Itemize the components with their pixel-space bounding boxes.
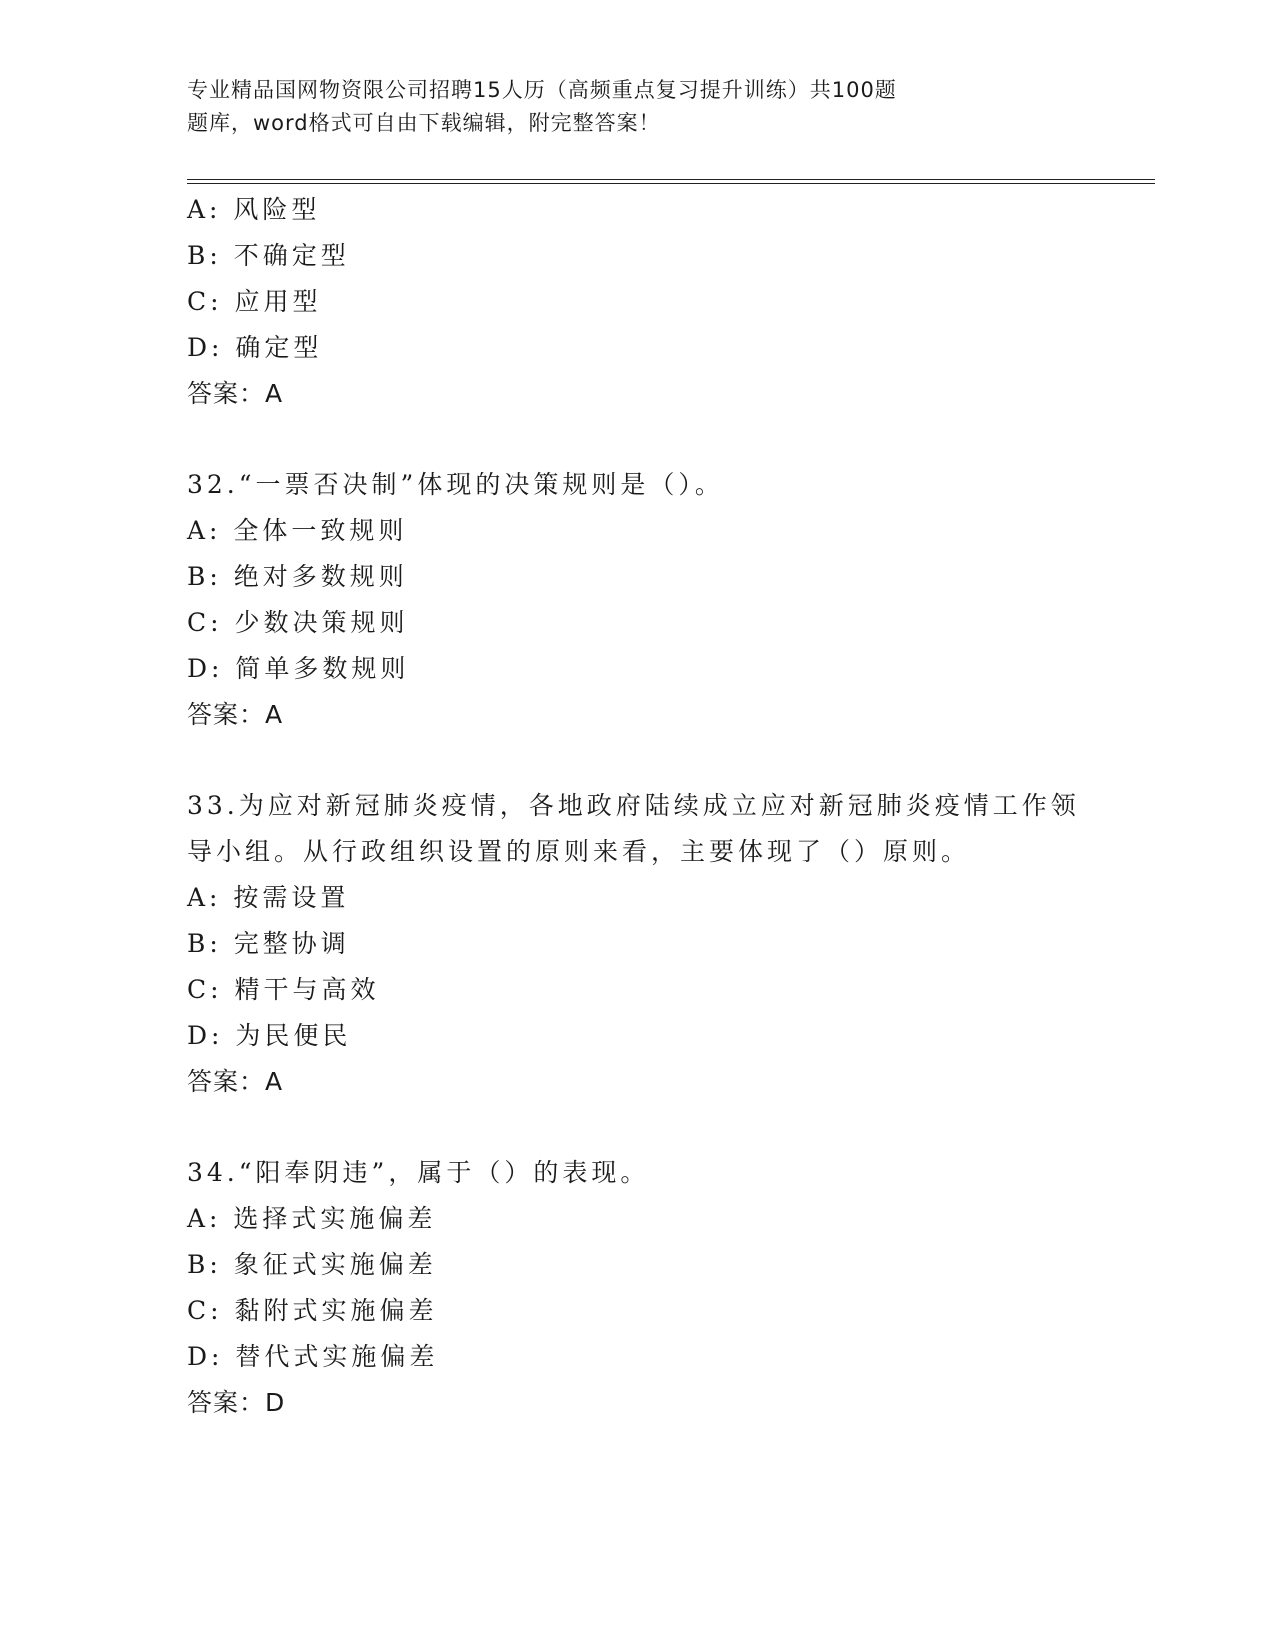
header-divider-bottom bbox=[187, 183, 1155, 184]
option-b: B: 绝对多数规则 bbox=[187, 562, 408, 591]
question-text: 32.“一票否决制”体现的决策规则是（）。 bbox=[187, 470, 724, 499]
option-b: B: 象征式实施偏差 bbox=[187, 1250, 437, 1279]
answer-line: 答案：A bbox=[187, 700, 284, 729]
option-c: C: 应用型 bbox=[187, 287, 322, 316]
question-text-line-1: 33.为应对新冠肺炎疫情，各地政府陆续成立应对新冠肺炎疫情工作领 bbox=[187, 791, 1080, 820]
answer-line: 答案：D bbox=[187, 1388, 286, 1417]
option-b: B: 完整协调 bbox=[187, 929, 350, 958]
option-a: A: 按需设置 bbox=[187, 883, 350, 912]
option-c: C: 精干与高效 bbox=[187, 975, 380, 1004]
header-title-line-2: 题库，word格式可自由下载编辑，附完整答案！ bbox=[187, 111, 661, 135]
option-b: B: 不确定型 bbox=[187, 241, 350, 270]
option-a: A: 选择式实施偏差 bbox=[187, 1204, 437, 1233]
option-d: D: 替代式实施偏差 bbox=[187, 1342, 439, 1371]
question-block bbox=[187, 462, 1087, 738]
page-header bbox=[187, 74, 1007, 140]
question-text-line-2: 导小组。从行政组织设置的原则来看，主要体现了（）原则。 bbox=[187, 837, 971, 866]
header-divider-top bbox=[187, 179, 1155, 180]
option-d: D: 确定型 bbox=[187, 333, 323, 362]
option-a: A: 风险型 bbox=[187, 195, 321, 224]
option-a: A: 全体一致规则 bbox=[187, 516, 408, 545]
question-text: 34.“阳奉阴违”，属于（）的表现。 bbox=[187, 1158, 650, 1187]
question-block bbox=[187, 187, 1087, 417]
option-c: C: 少数决策规则 bbox=[187, 608, 409, 637]
header-title-line-1: 专业精品国网物资限公司招聘15人历（高频重点复习提升训练）共100题 bbox=[187, 78, 897, 102]
question-list bbox=[187, 187, 1087, 1426]
answer-line: 答案：A bbox=[187, 1067, 284, 1096]
question-block bbox=[187, 783, 1087, 1105]
option-d: D: 为民便民 bbox=[187, 1021, 352, 1050]
question-block bbox=[187, 1150, 1087, 1426]
option-c: C: 黏附式实施偏差 bbox=[187, 1296, 438, 1325]
answer-line: 答案：A bbox=[187, 379, 284, 408]
option-d: D: 简单多数规则 bbox=[187, 654, 410, 683]
